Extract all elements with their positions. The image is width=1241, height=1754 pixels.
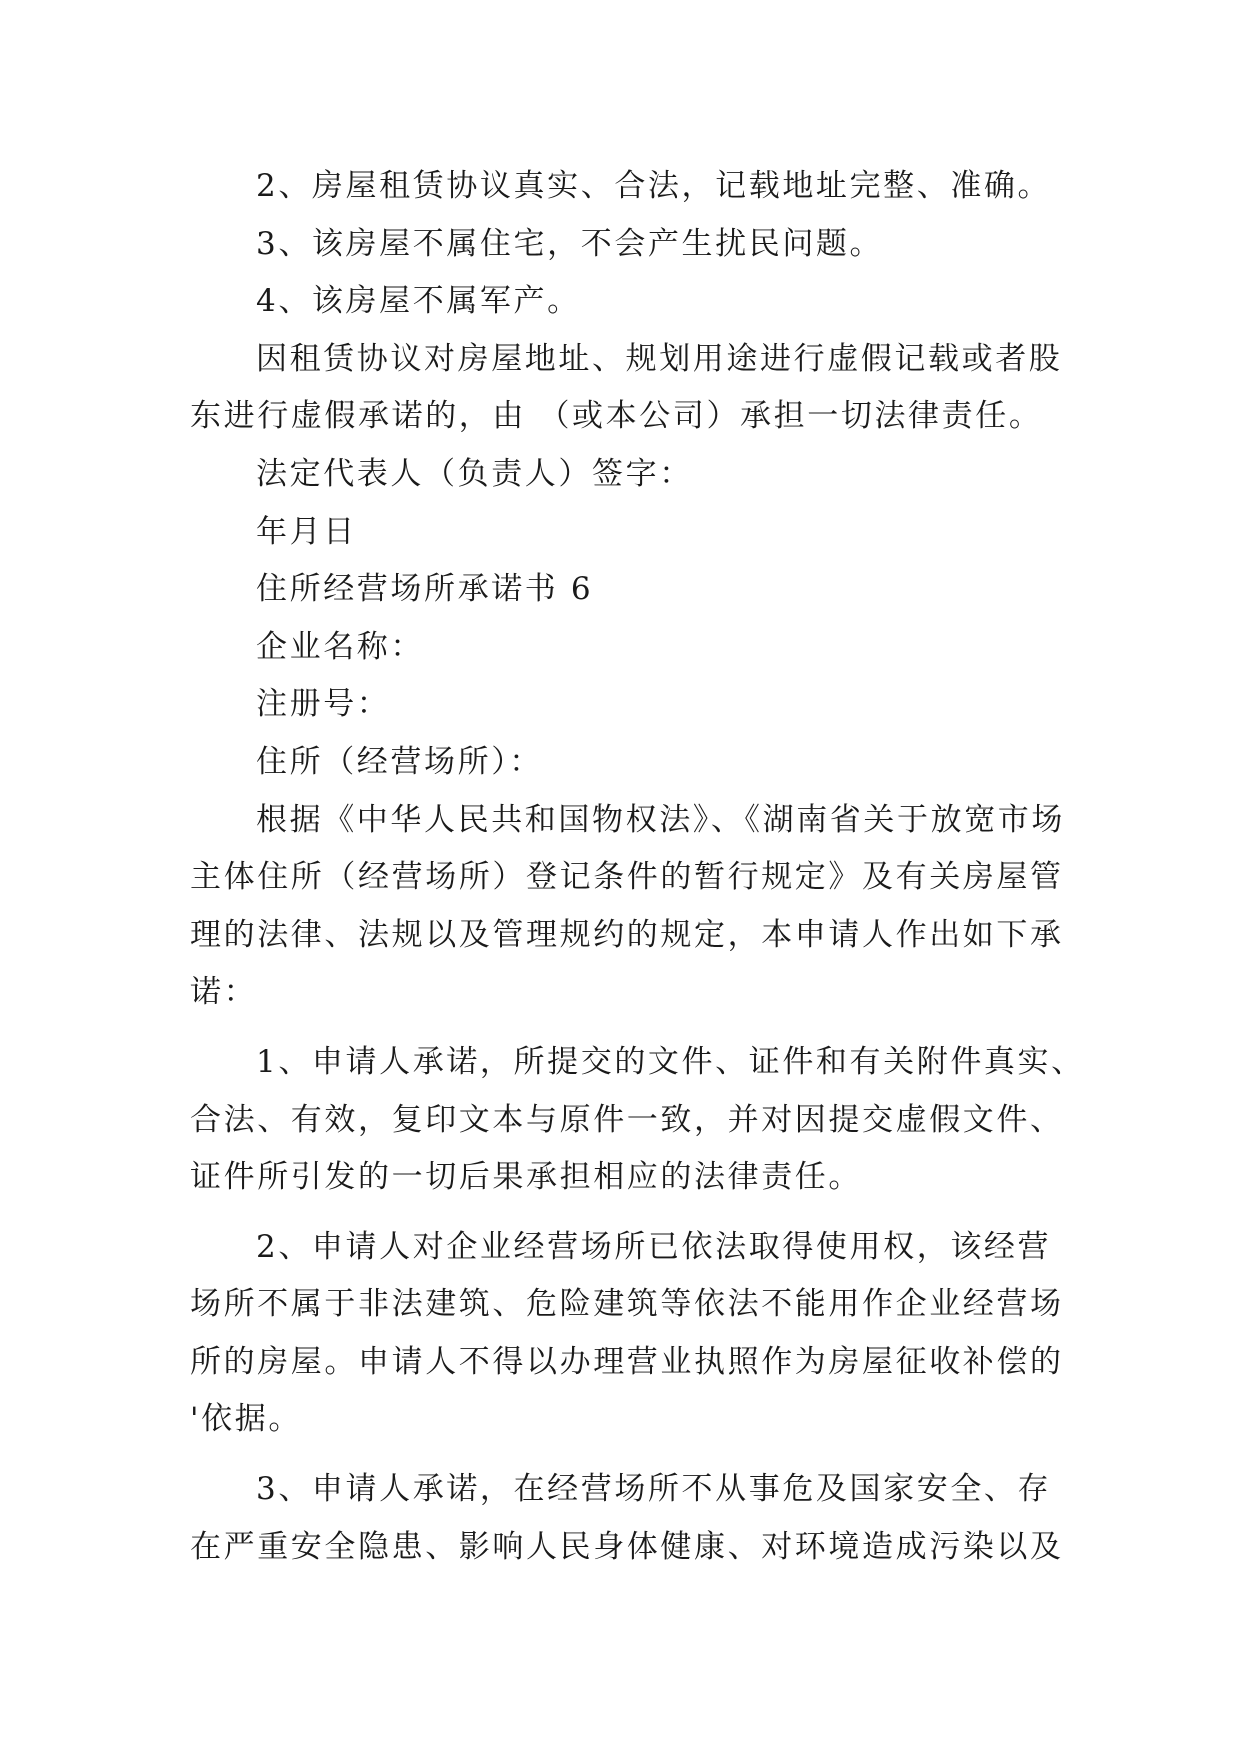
paragraph-line: 证件所引发的一切后果承担相应的法律责任。	[190, 1159, 862, 1196]
address-label: 住所（经营场所）：	[256, 743, 543, 780]
paragraph-line: 3、申请人承诺，在经营场所不从事危及国家安全、存	[256, 1471, 1052, 1508]
date-label: 年月日	[256, 513, 357, 550]
paragraph-line: 2、房屋租赁协议真实、合法，记载地址完整、准确。	[256, 168, 1052, 204]
paragraph-line: 所的房屋。申请人不得以办理营业执照作为房屋征收补偿的	[190, 1343, 1064, 1380]
document-body	[190, 158, 1085, 1576]
paragraph-line: 理的法律、法规以及管理规约的规定，本申请人作出如下承	[190, 916, 1064, 953]
signature-label: 法定代表人（负责人）签字：	[256, 455, 693, 492]
section-title: 住所经营场所承诺书 6	[256, 571, 594, 608]
paragraph-line: '依据。	[190, 1401, 302, 1438]
paragraph-line: 诺：	[190, 974, 258, 1011]
paragraph-line: 合法、有效，复印文本与原件一致，并对因提交虚假文件、	[190, 1101, 1064, 1138]
registration-number-label: 注册号：	[256, 686, 391, 723]
paragraph-line: 东进行虚假承诺的，由 （或本公司）承担一切法律责任。	[190, 398, 1043, 435]
paragraph-line: 主体住所（经营场所）登记条件的暂行规定》及有关房屋管	[190, 859, 1064, 896]
paragraph-line: 根据《中华人民共和国物权法》、《湖南省关于放宽市场	[256, 801, 1065, 838]
paragraph-line: 3、该房屋不属住宅，不会产生扰民问题。	[256, 225, 884, 262]
company-name-label: 企业名称：	[256, 628, 424, 665]
paragraph-line: 2、申请人对企业经营场所已依法取得使用权，该经营	[256, 1228, 1052, 1265]
paragraph-line: 场所不属于非法建筑、危险建筑等依法不能用作企业经营场	[190, 1286, 1064, 1323]
paragraph-line: 1、申请人承诺，所提交的文件、证件和有关附件真实、	[256, 1043, 1085, 1080]
paragraph-line: 4、该房屋不属军产。	[256, 283, 581, 320]
paragraph-line: 在严重安全隐患、影响人民身体健康、对环境造成污染以及	[190, 1528, 1064, 1565]
paragraph-line: 因租赁协议对房屋地址、规划用途进行虚假记载或者股	[256, 340, 1063, 377]
